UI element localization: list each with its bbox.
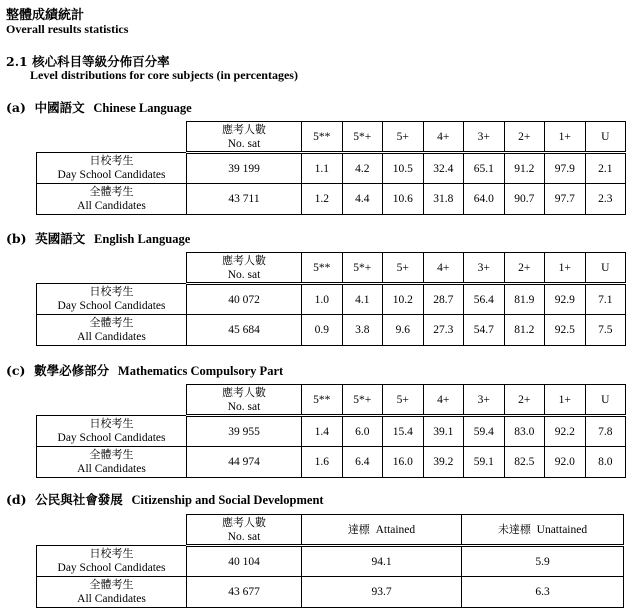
no-sat-header: 應考人數 No. sat — [187, 122, 302, 153]
level-value: 6.4 — [342, 447, 383, 478]
level-header: 5+ — [383, 253, 424, 284]
level-value: 3.8 — [342, 315, 383, 346]
subject-name-zh: 數學必修部分 — [34, 363, 110, 378]
level-value: 97.7 — [545, 184, 586, 215]
level-value: 59.1 — [464, 447, 505, 478]
no-sat-value: 40 072 — [187, 284, 302, 315]
level-value: 65.1 — [464, 153, 505, 184]
subject-name-en: Mathematics Compulsory Part — [117, 364, 284, 378]
level-header: 5+ — [383, 385, 424, 416]
level-value: 81.2 — [504, 315, 545, 346]
row-label-day: 日校考生 Day School Candidates — [37, 416, 187, 447]
level-value: 7.1 — [585, 284, 626, 315]
table-row — [37, 447, 626, 478]
level-value: 6.0 — [342, 416, 383, 447]
level-header: 1+ — [545, 122, 586, 153]
subject-prefix: (a) — [6, 100, 26, 115]
table-row — [37, 184, 626, 215]
level-header: U — [585, 253, 626, 284]
level-value: 31.8 — [423, 184, 464, 215]
level-value: 4.2 — [342, 153, 383, 184]
level-distribution-table — [36, 252, 626, 346]
level-header: 5** — [302, 253, 343, 284]
level-value: 7.8 — [585, 416, 626, 447]
level-header: 3+ — [464, 385, 505, 416]
level-value: 2.1 — [585, 153, 626, 184]
level-value: 64.0 — [464, 184, 505, 215]
table-row — [37, 546, 624, 577]
no-sat-value: 39 955 — [187, 416, 302, 447]
no-sat-value: 43 677 — [187, 577, 302, 608]
subject-name-zh: 英國語文 — [35, 231, 86, 246]
table-row — [37, 577, 624, 608]
level-header: 2+ — [504, 122, 545, 153]
level-value: 7.5 — [585, 315, 626, 346]
level-value: 92.2 — [545, 416, 586, 447]
level-header: 5*+ — [342, 122, 383, 153]
no-sat-header: 應考人數 No. sat — [187, 385, 302, 416]
level-value: 92.5 — [545, 315, 586, 346]
level-value: 1.1 — [302, 153, 343, 184]
unattained-header: 未達標 Unattained — [462, 515, 624, 546]
section-title-zh: 2.1 核心科目等級分佈百分率 — [6, 54, 170, 69]
subject-name-zh: 公民與社會發展 — [35, 492, 123, 507]
level-header: 5** — [302, 122, 343, 153]
level-value: 1.2 — [302, 184, 343, 215]
level-value: 97.9 — [545, 153, 586, 184]
no-sat-header: 應考人數 No. sat — [187, 253, 302, 284]
level-header: 1+ — [545, 385, 586, 416]
level-header: 3+ — [464, 253, 505, 284]
row-label-all: 全體考生 All Candidates — [37, 184, 187, 215]
subject-name-en: English Language — [94, 232, 191, 246]
level-header: U — [585, 122, 626, 153]
level-header: 4+ — [423, 253, 464, 284]
subject-name-zh: 中國語文 — [34, 100, 85, 115]
level-value: 39.1 — [423, 416, 464, 447]
level-value: 4.4 — [342, 184, 383, 215]
level-value: 9.6 — [383, 315, 424, 346]
level-distribution-table — [36, 384, 626, 478]
no-sat-value: 44 974 — [187, 447, 302, 478]
attained-value: 94.1 — [302, 546, 462, 577]
level-value: 59.4 — [464, 416, 505, 447]
level-value: 82.5 — [504, 447, 545, 478]
level-value: 92.9 — [545, 284, 586, 315]
row-label-all: 全體考生 All Candidates — [37, 447, 187, 478]
level-value: 81.9 — [504, 284, 545, 315]
row-label-day: 日校考生 Day School Candidates — [37, 546, 187, 577]
level-value: 27.3 — [423, 315, 464, 346]
level-value: 1.0 — [302, 284, 343, 315]
subject-name-en: Chinese Language — [93, 101, 192, 115]
subject-name-en: Citizenship and Social Development — [131, 493, 324, 507]
table-row — [37, 284, 626, 315]
level-header: 2+ — [504, 253, 545, 284]
level-value: 10.5 — [383, 153, 424, 184]
level-value: 10.6 — [383, 184, 424, 215]
level-value: 92.0 — [545, 447, 586, 478]
level-value: 90.7 — [504, 184, 545, 215]
level-value: 28.7 — [423, 284, 464, 315]
subject-heading — [6, 229, 190, 247]
subject-prefix: (b) — [6, 231, 27, 246]
page-title-en: Overall results statistics — [6, 22, 129, 36]
level-header: 4+ — [423, 122, 464, 153]
level-value: 8.0 — [585, 447, 626, 478]
level-header: U — [585, 385, 626, 416]
level-header: 4+ — [423, 385, 464, 416]
csd-table — [36, 514, 624, 608]
no-sat-value: 43 711 — [187, 184, 302, 215]
level-value: 15.4 — [383, 416, 424, 447]
level-value: 83.0 — [504, 416, 545, 447]
attained-value: 93.7 — [302, 577, 462, 608]
no-sat-value: 45 684 — [187, 315, 302, 346]
level-header: 5*+ — [342, 385, 383, 416]
subject-prefix: (c) — [6, 363, 26, 378]
level-value: 2.3 — [585, 184, 626, 215]
row-label-day: 日校考生 Day School Candidates — [37, 153, 187, 184]
level-header: 5+ — [383, 122, 424, 153]
attained-header: 達標 Attained — [302, 515, 462, 546]
unattained-value: 5.9 — [462, 546, 624, 577]
level-value: 54.7 — [464, 315, 505, 346]
row-label-all: 全體考生 All Candidates — [37, 577, 187, 608]
level-value: 91.2 — [504, 153, 545, 184]
subject-heading — [6, 361, 283, 379]
section-title-en: Level distributions for core subjects (in percentages) — [30, 68, 298, 82]
level-value: 56.4 — [464, 284, 505, 315]
level-value: 1.6 — [302, 447, 343, 478]
level-value: 16.0 — [383, 447, 424, 478]
row-label-all: 全體考生 All Candidates — [37, 315, 187, 346]
page-title-zh: 整體成績統計 — [6, 8, 85, 23]
level-value: 10.2 — [383, 284, 424, 315]
level-distribution-table — [36, 121, 626, 215]
subject-heading-csd — [6, 490, 324, 508]
level-value: 0.9 — [302, 315, 343, 346]
level-header: 5** — [302, 385, 343, 416]
table-row — [37, 315, 626, 346]
unattained-value: 6.3 — [462, 577, 624, 608]
no-sat-header: 應考人數 No. sat — [187, 515, 302, 546]
level-header: 2+ — [504, 385, 545, 416]
no-sat-value: 40 104 — [187, 546, 302, 577]
subject-prefix: (d) — [6, 492, 27, 507]
subject-heading — [6, 98, 192, 116]
table-row — [37, 416, 626, 447]
level-header: 1+ — [545, 253, 586, 284]
level-value: 1.4 — [302, 416, 343, 447]
level-header: 5*+ — [342, 253, 383, 284]
level-value: 39.2 — [423, 447, 464, 478]
table-row — [37, 153, 626, 184]
level-value: 4.1 — [342, 284, 383, 315]
row-label-day: 日校考生 Day School Candidates — [37, 284, 187, 315]
level-value: 32.4 — [423, 153, 464, 184]
level-header: 3+ — [464, 122, 505, 153]
no-sat-value: 39 199 — [187, 153, 302, 184]
